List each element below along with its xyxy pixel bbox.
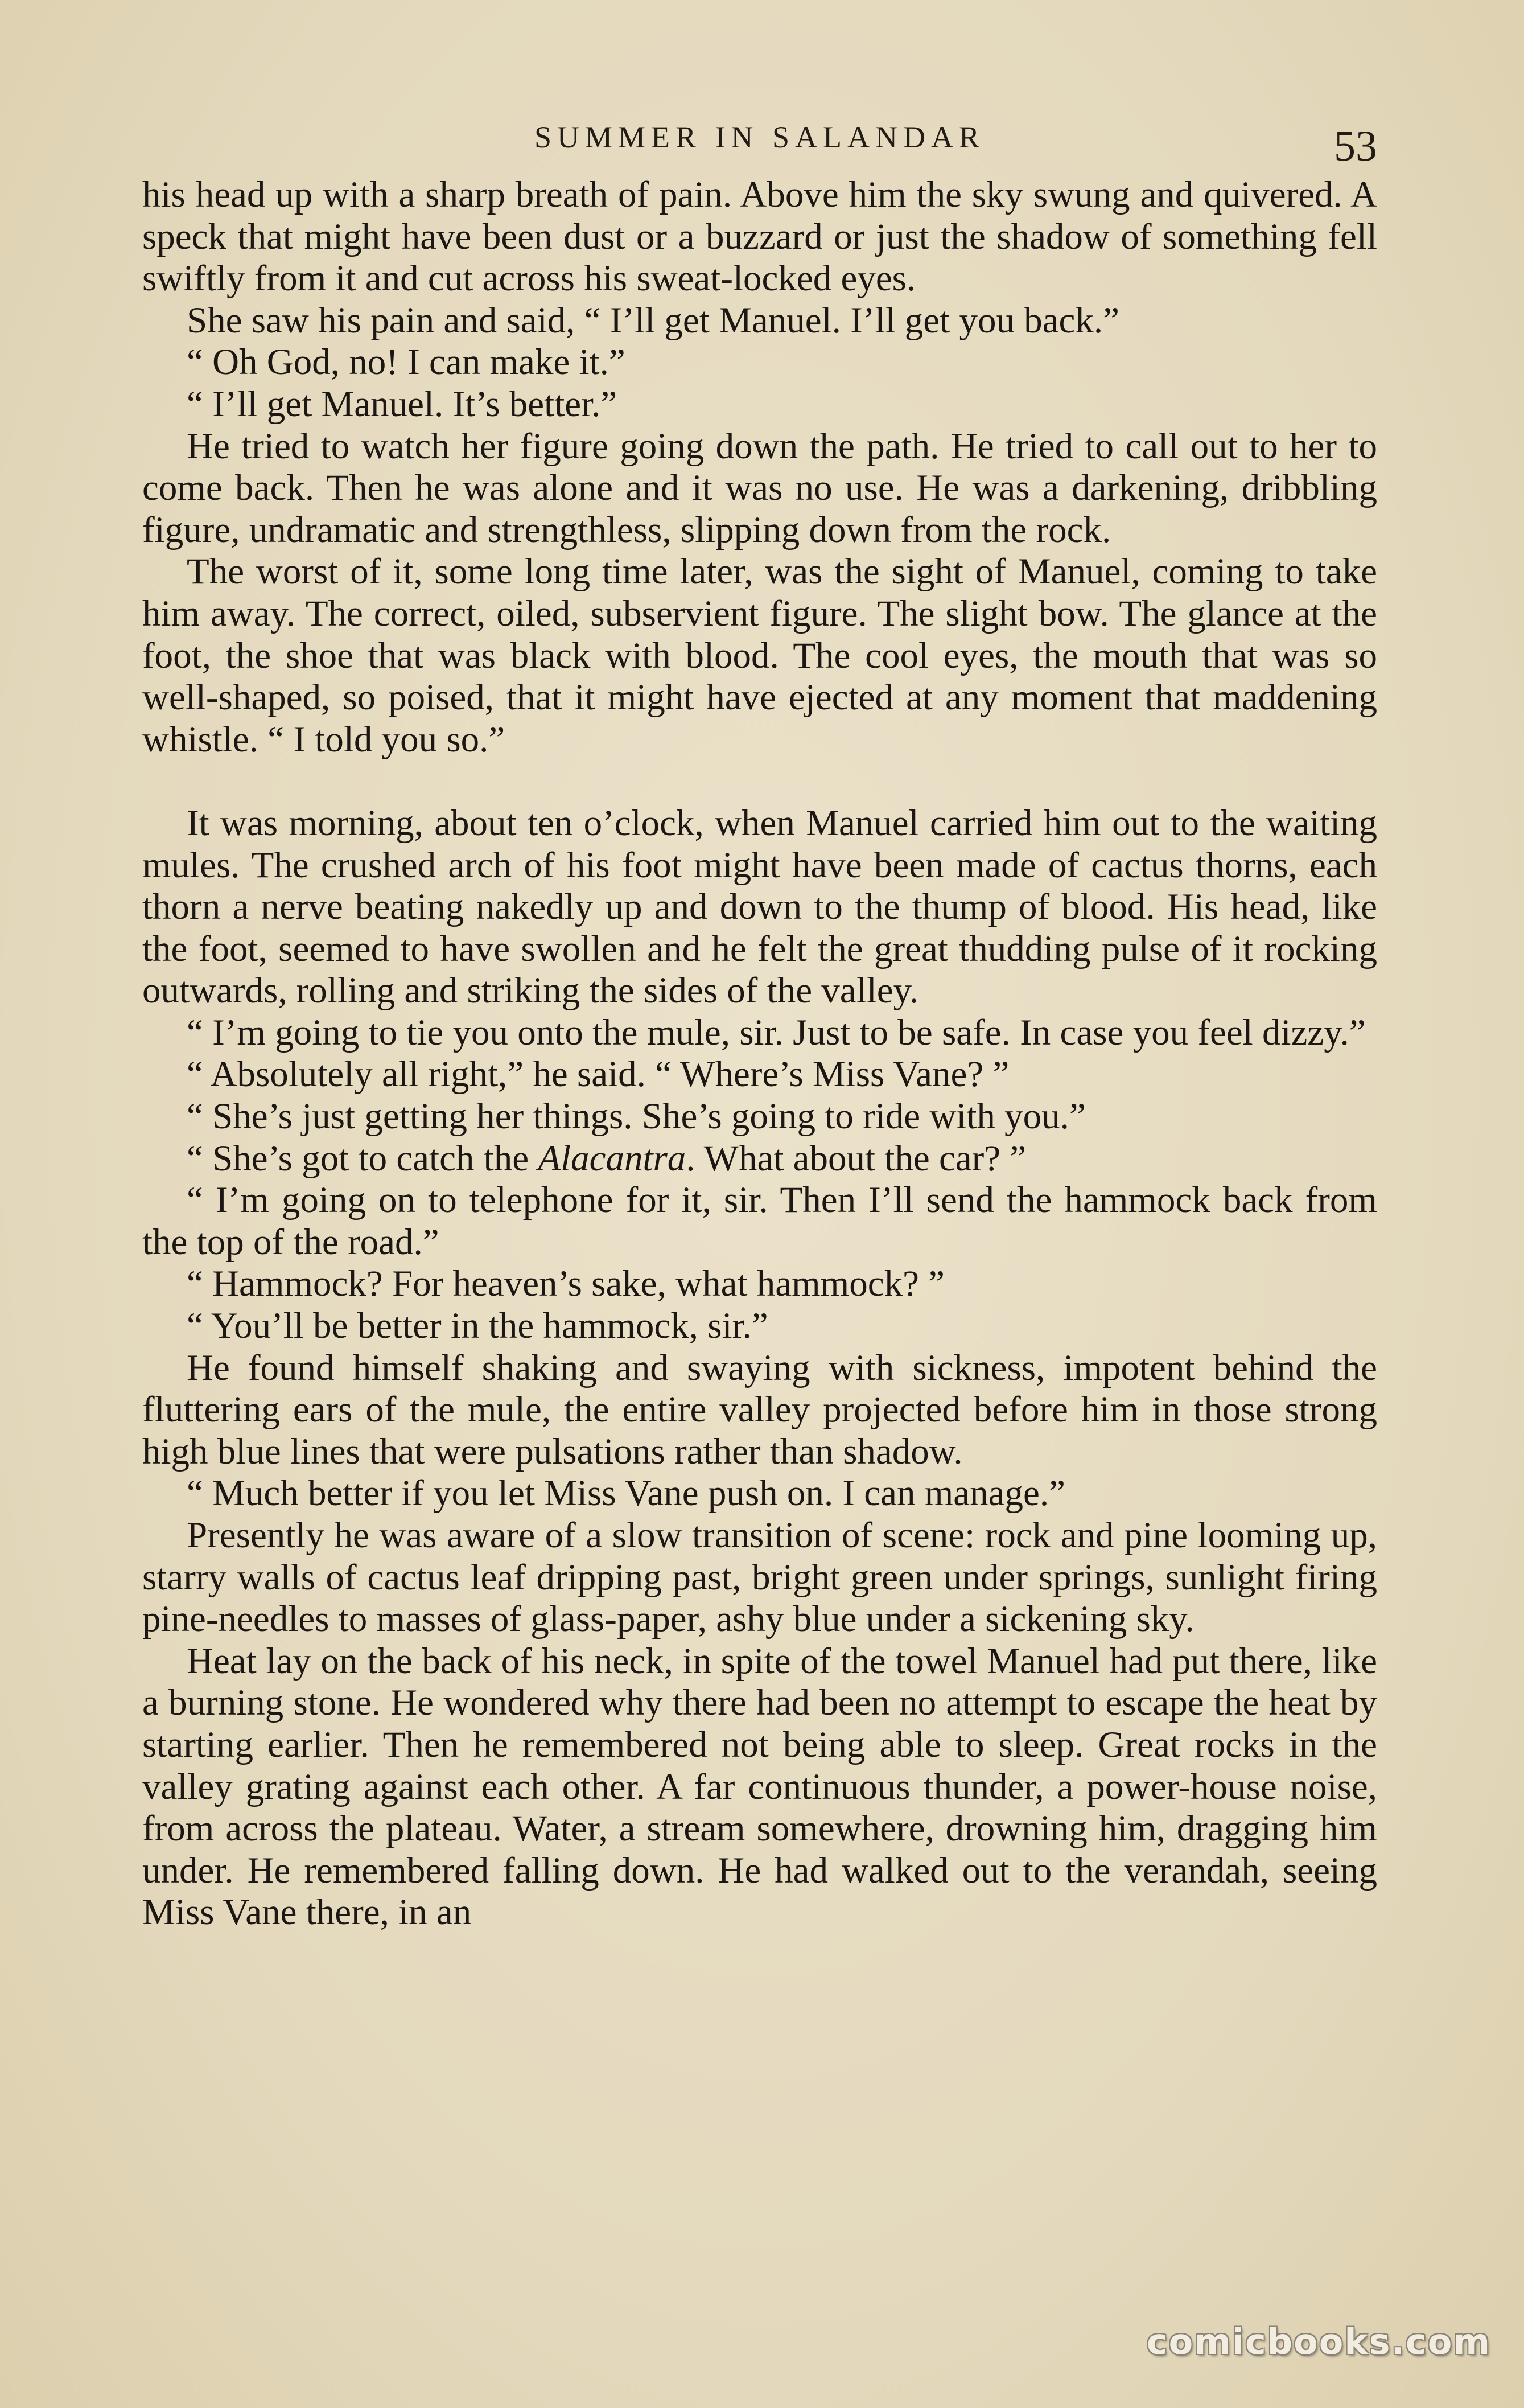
dialogue-paragraph: “ Much better if you let Miss Vane push on. I can manage.” bbox=[187, 1473, 1065, 1514]
paragraph: He tried to watch her figure going down the path. He tried to call out to her to come back. Then he was alone and it was no use. He was a darkening, dribbling figure, undramatic and strengthless, slipping down from the rock. bbox=[142, 425, 1377, 550]
dialogue-text: “ She’s got to catch the bbox=[187, 1137, 538, 1179]
dialogue-paragraph: “ She’s just getting her things. She’s going to ride with you.” bbox=[187, 1096, 1086, 1137]
ship-name-italic: Alacantra bbox=[538, 1137, 686, 1179]
body-text bbox=[142, 174, 1377, 1934]
paragraph: Presently he was aware of a slow transition of scene: rock and pine looming up, starry walls of cactus leaf dripping past, bright green under springs, sunlight firing pine-needles to masses of glass-paper, ashy blue under a sickening sky. bbox=[142, 1515, 1377, 1640]
dialogue-paragraph: “ I’m going to tie you onto the mule, sir. Just to be safe. In case you feel dizzy.” bbox=[187, 1012, 1366, 1053]
running-head bbox=[142, 117, 1377, 170]
dialogue-paragraph: “ Oh God, no! I can make it.” bbox=[187, 342, 625, 383]
paragraph: Heat lay on the back of his neck, in spite of the towel Manuel had put there, like a burning stone. He wondered why there had been no attempt to escape the heat by starting earlier. Then he remembered not being able to sleep. Great rocks in the valley grating against each other. A far continuous thunder, a power-house noise, from across the plateau. Water, a stream somewhere, drowning him, dragging him under. He remembered falling down. He had walked out to the verandah, seeing Miss Vane there, in an bbox=[142, 1640, 1377, 1933]
watermark-logo: comicbooks.com bbox=[1146, 2321, 1491, 2362]
paragraph: his head up with a sharp breath of pain. Above him the sky swung and quivered. A speck that might have been dust or a buzzard or just the shadow of something fell swiftly from it and cut across his sweat-locked eyes. bbox=[142, 174, 1377, 299]
dialogue-text: . What about the car? ” bbox=[686, 1137, 1027, 1179]
dialogue-paragraph: “ I’m going on to telephone for it, sir. Then I’ll send the hammock back from the top of the road.” bbox=[142, 1180, 1377, 1263]
dialogue-paragraph: “ I’ll get Manuel. It’s better.” bbox=[187, 383, 617, 425]
dialogue-paragraph: She saw his pain and said, “ I’ll get Manuel. I’ll get you back.” bbox=[187, 299, 1119, 341]
dialogue-paragraph: “ Absolutely all right,” he said. “ Where’s Miss Vane? ” bbox=[187, 1054, 1010, 1095]
paragraph: The worst of it, some long time later, was the sight of Manuel, coming to take him away. The correct, oiled, subservient figure. The slight bow. The glance at the foot, the shoe that was black with blood. The cool eyes, the mouth that was so well-shaped, so poised, that it might have ejected at any moment that maddening whistle. “ I told you so.” bbox=[142, 551, 1377, 760]
dialogue-paragraph: “ Hammock? For heaven’s sake, what hammock? ” bbox=[187, 1263, 945, 1305]
running-title: SUMMER IN SALANDAR bbox=[534, 120, 986, 154]
paragraph: He found himself shaking and swaying with sickness, impotent behind the fluttering ears of the mule, the entire valley projected before him in those strong high blue lines that were pulsations rather than shadow. bbox=[142, 1347, 1377, 1472]
page-number: 53 bbox=[1334, 122, 1377, 170]
dialogue-paragraph: “ You’ll be better in the hammock, sir.” bbox=[187, 1305, 768, 1347]
paragraph: It was morning, about ten o’clock, when Manuel carried him out to the waiting mules. The crushed arch of his foot might have been made of cactus thorns, each thorn a nerve beating nakedly up and down to the thump of blood. His head, like the foot, seemed to have swollen and he felt the great thudding pulse of it rocking outwards, rolling and striking the sides of the valley. bbox=[142, 802, 1377, 1012]
dialogue-paragraph bbox=[142, 1138, 1377, 1180]
